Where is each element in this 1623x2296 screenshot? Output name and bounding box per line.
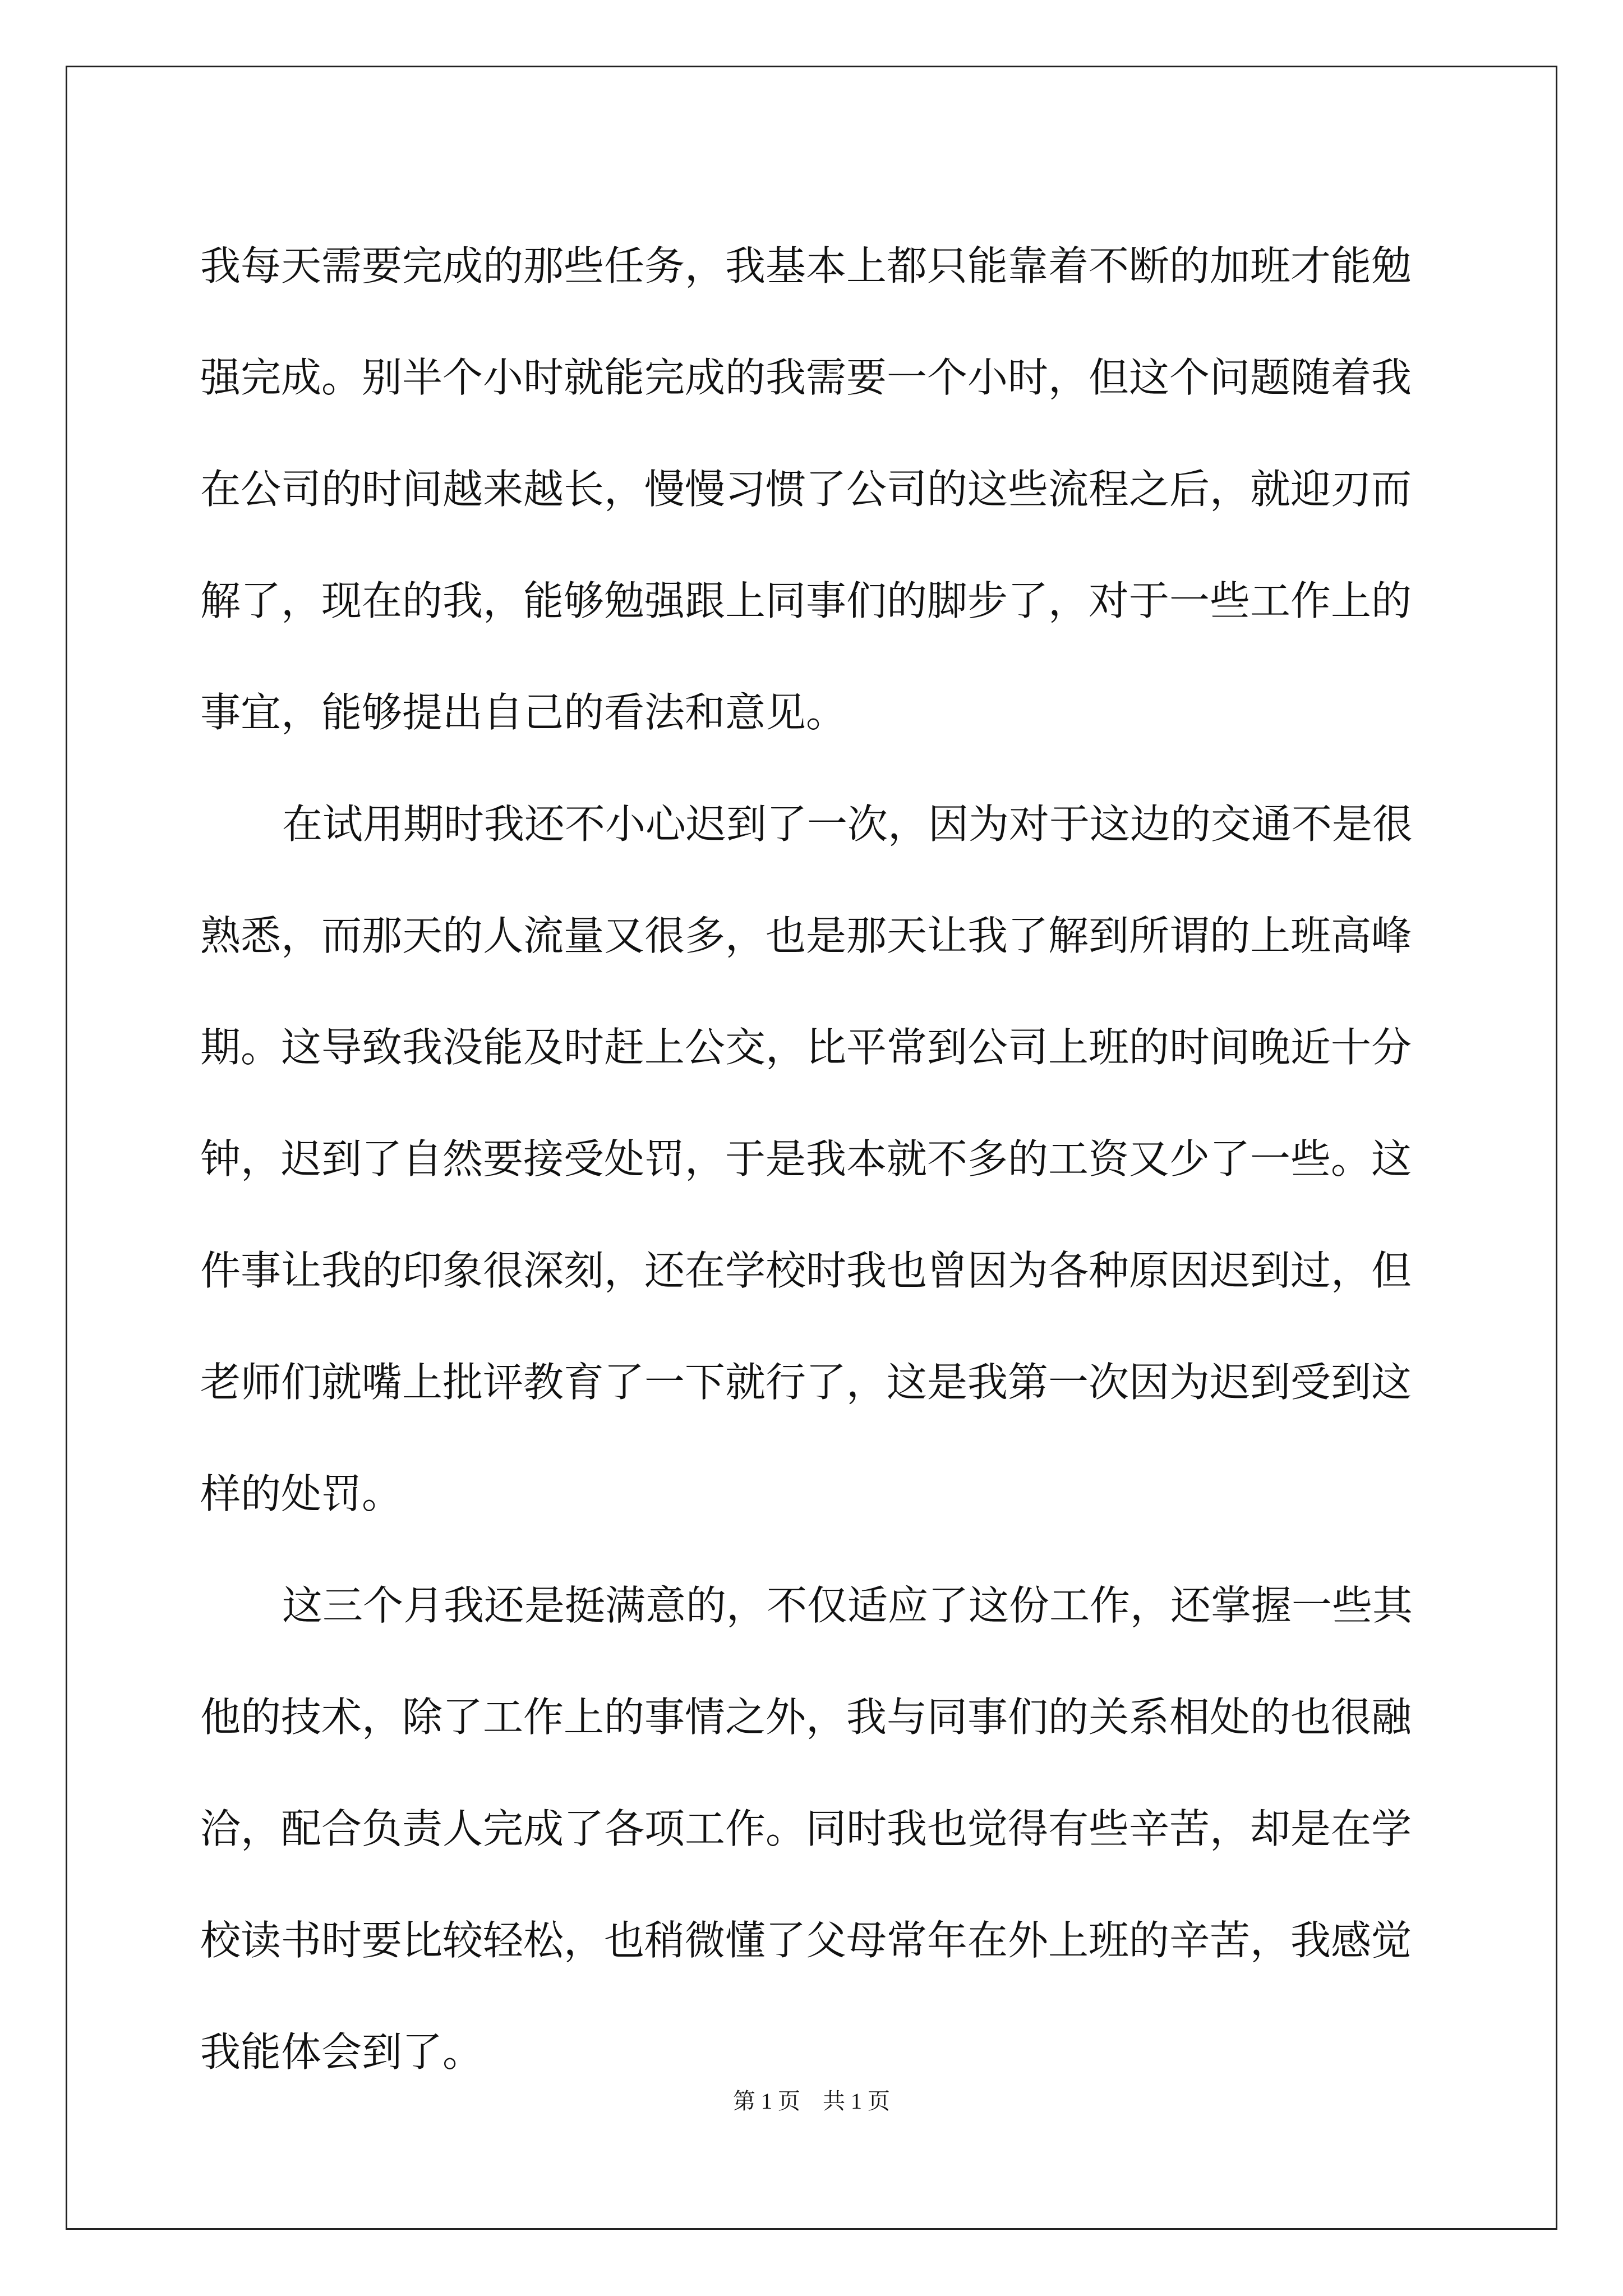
text-line: 样的处罚。 [200,1470,403,1517]
text-line: 老师们就嘴上批评教育了一下就行了，这是我第一次因为迟到受到这 [200,1359,1412,1406]
text-line: 洽，配合负责人完成了各项工作。同时我也觉得有些辛苦，却是在学 [200,1805,1412,1852]
text-line: 事宜，能够提出自己的看法和意见。 [200,689,847,736]
text-line: 他的技术，除了工作上的事情之外，我与同事们的关系相处的也很融 [200,1694,1412,1741]
text-line: 熟悉，而那天的人流量又很多，也是那天让我了解到所谓的上班高峰 [200,912,1412,959]
paragraph-2 [200,769,1428,1550]
page-number-footer: 第 1 页 共 1 页 [733,2088,890,2114]
paragraph-1 [200,210,1428,769]
text-line: 件事让我的印象很深刻，还在学校时我也曾因为各种原因迟到过，但 [200,1247,1412,1294]
text-line: 解了，现在的我，能够勉强跟上同事们的脚步了，对于一些工作上的 [200,577,1412,624]
text-line: 我能体会到了。 [200,2028,483,2076]
text-line: 校读书时要比较轻松，也稍微懂了父母常年在外上班的辛苦，我感觉 [200,1917,1412,1964]
paragraph-3 [200,1550,1428,2108]
text-line: 我每天需要完成的那些任务，我基本上都只能靠着不断的加班才能勉 [200,242,1412,289]
document-body [200,210,1428,2108]
text-line: 在试用期时我还不小心迟到了一次，因为对于这边的交通不是很 [282,800,1413,848]
text-line: 强完成。别半个小时就能完成的我需要一个小时，但这个问题随着我 [200,354,1412,401]
text-line: 在公司的时间越来越长，慢慢习惯了公司的这些流程之后，就迎刃而 [200,466,1412,513]
text-line: 期。这导致我没能及时赶上公交，比平常到公司上班的时间晚近十分 [200,1024,1412,1071]
text-line: 这三个月我还是挺满意的，不仅适应了这份工作，还掌握一些其 [282,1582,1413,1629]
text-line: 钟，迟到了自然要接受处罚，于是我本就不多的工资又少了一些。这 [200,1135,1412,1182]
